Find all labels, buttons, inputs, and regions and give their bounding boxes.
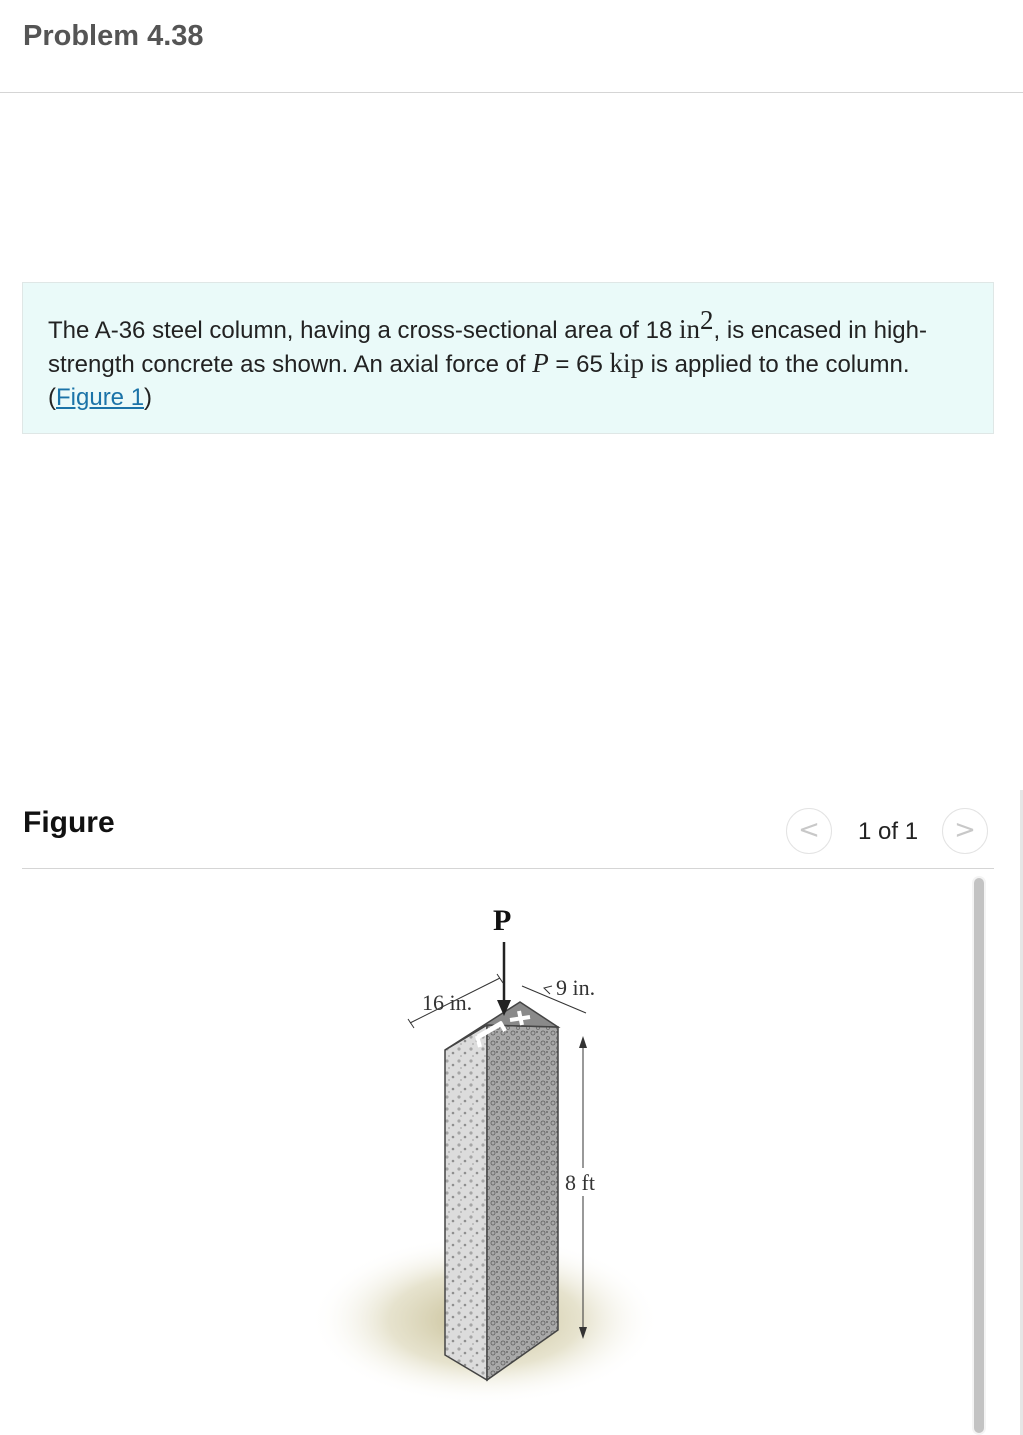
previous-figure-button[interactable]: < xyxy=(786,808,832,854)
next-figure-button[interactable]: > xyxy=(942,808,988,854)
problem-text-part: , is encased in high-strength concrete as shown. An axial force of xyxy=(48,317,927,378)
label-p: P xyxy=(493,904,512,937)
scrollbar-thumb[interactable] xyxy=(974,878,984,1433)
problem-text-part: ) xyxy=(144,384,153,411)
column-figure xyxy=(300,890,720,1435)
unit-kip: kip xyxy=(609,348,644,378)
column-side-face xyxy=(487,1025,558,1380)
problem-text-part: is applied to the column. ( xyxy=(48,351,910,411)
figure-pager xyxy=(786,808,996,854)
problem-text-part: = 65 xyxy=(548,351,610,378)
exponent: 2 xyxy=(700,305,714,335)
variable-p: P xyxy=(532,348,549,378)
header-bar xyxy=(0,0,1023,93)
figure-scrollbar[interactable] xyxy=(972,876,986,1435)
column-front-face xyxy=(445,1025,487,1380)
pager-status: 1 of 1 xyxy=(858,818,919,845)
label-depth: 9 in. xyxy=(556,975,596,1000)
label-height: 8 ft xyxy=(565,1170,595,1195)
figure-divider xyxy=(22,868,994,869)
problem-text xyxy=(48,305,978,414)
figure-heading: Figure xyxy=(23,806,115,839)
page-title: Problem 4.38 xyxy=(23,20,204,52)
unit-in: in xyxy=(679,314,701,344)
label-width: 16 in. xyxy=(422,990,473,1015)
problem-statement-box xyxy=(22,282,994,434)
figure-1-link[interactable]: Figure 1 xyxy=(56,384,145,411)
problem-text-part: The A-36 steel column, having a cross-sectional area of 18 xyxy=(48,317,680,344)
